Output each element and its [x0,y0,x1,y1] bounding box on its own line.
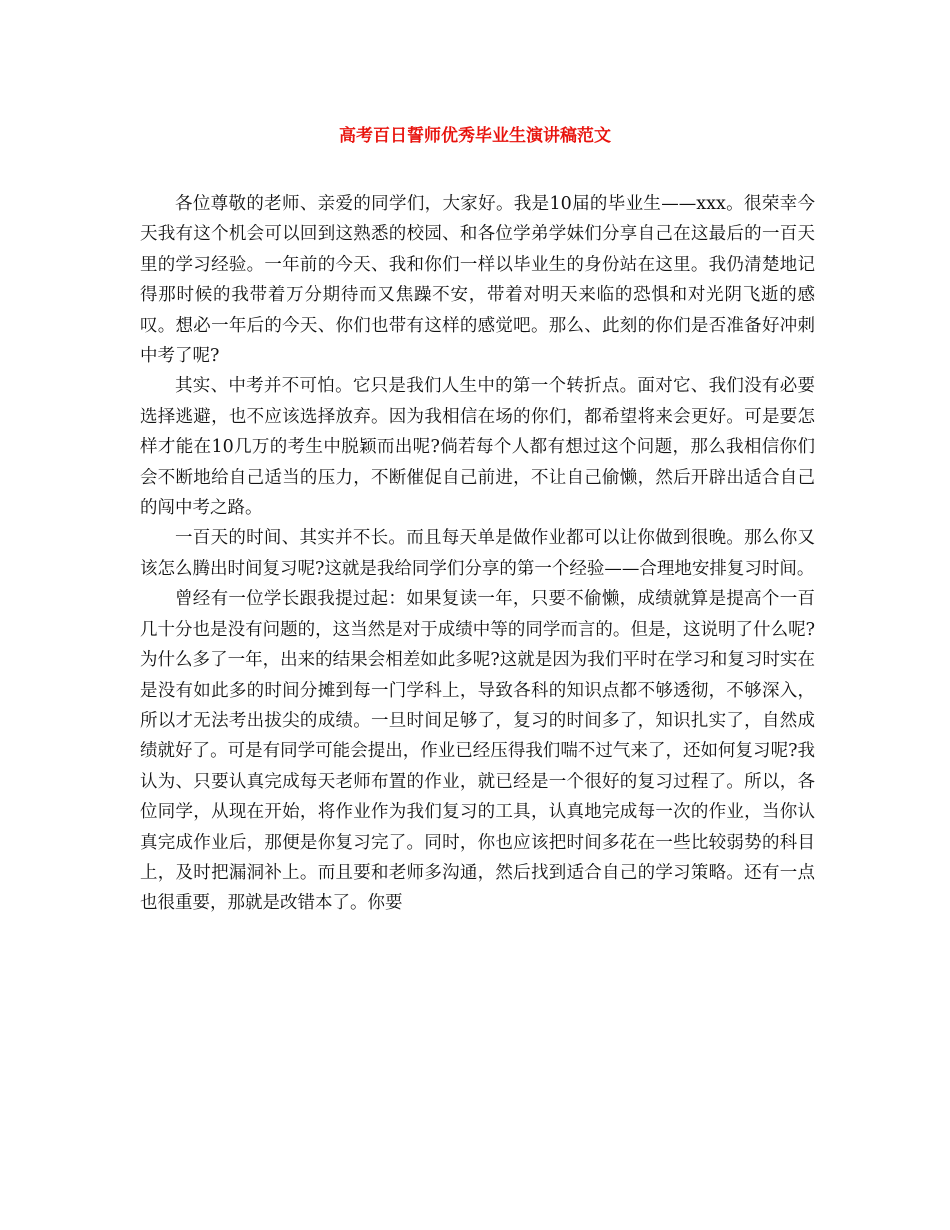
paragraph-1: 各位尊敬的老师、亲爱的同学们，大家好。我是10届的毕业生——xxx。很荣幸今天我有这个机会可以回到这熟悉的校园、和各位学弟学妹们分享自己在这最后的一百天里的学习经验。一年前的今天、我和你们一样以毕业生的身份站在这里。我仍清楚地记得那时候的我带着万分期待而又焦躁不安，带着对明天来临的恐惧和对光阴飞逝的感叹。想必一年后的今天、你们也带有这样的感觉吧。那么、此刻的你们是否准备好冲刺中考了呢? [140,194,815,367]
document-title: 高考百日誓师优秀毕业生演讲稿范文 [339,126,611,146]
paragraph-4: 曾经有一位学长跟我提过起：如果复读一年，只要不偷懒，成绩就算是提高个一百几十分也是没有问题的，这当然是对于成绩中等的同学而言的。但是，这说明了什么呢?为什么多了一年，出来的结果会相差如此多呢?这就是因为我们平时在学习和复习时实在是没有如此多的时间分摊到每一门学科上，导致各科的知识点都不够透彻，不够深入，所以才无法考出拔尖的成绩。一旦时间足够了，复习的时间多了，知识扎实了，自然成绩就好了。可是有同学可能会提出，作业已经压得我们喘不过气来了，还如何复习呢?我认为、只要认真完成每天老师布置的作业，就已经是一个很好的复习过程了。所以，各位同学，从现在开始，将作业作为我们复习的工具，认真地完成每一次的作业，当你认真完成作业后，那便是你复习完了。同时，你也应该把时间多花在一些比较弱势的科目上，及时把漏洞补上。而且要和老师多沟通，然后找到适合自己的学习策略。还有一点也很重要，那就是改错本了。你要 [140,589,815,914]
paragraph-3: 一百天的时间、其实并不长。而且每天单是做作业都可以让你做到很晚。那么你又该怎么腾出时间复习呢?这就是我给同学们分享的第一个经验——合理地安排复习时间。 [140,528,815,579]
document-body [140,189,815,919]
paragraph-2: 其实、中考并不可怕。它只是我们人生中的第一个转折点。面对它、我们没有必要选择逃避，也不应该选择放弃。因为我相信在场的你们，都希望将来会更好。可是要怎样才能在10几万的考生中脱颖而出呢?倘若每个人都有想过这个问题，那么我相信你们会不断地给自己适当的压力，不断催促自己前进，不让自己偷懒，然后开辟出适合自己的闯中考之路。 [140,376,815,519]
